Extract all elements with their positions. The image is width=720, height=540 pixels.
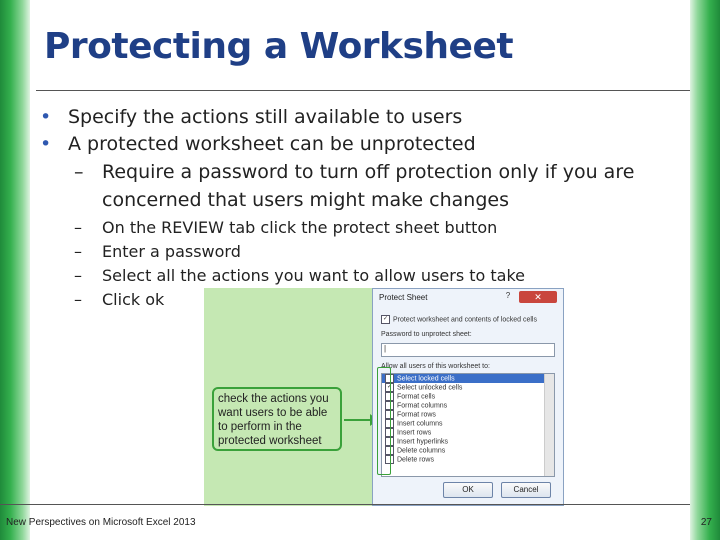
list-scrollbar[interactable] (544, 374, 554, 476)
list-item[interactable]: ✓ Select locked cells (382, 374, 554, 383)
list-item[interactable]: Insert columns (382, 419, 554, 428)
step-item: – Enter a password (74, 240, 241, 264)
step-item: – On the REVIEW tab click the protect sheet button (74, 216, 497, 240)
bullet-dot-icon: • (40, 133, 52, 155)
dash-icon: – (74, 242, 82, 261)
checkbox-checked-icon[interactable]: ✓ (386, 375, 393, 381)
protect-sheet-dialog (372, 288, 564, 506)
list-item[interactable]: Insert rows (382, 428, 554, 437)
slide-title: Protecting a Worksheet (44, 26, 514, 67)
dash-icon: – (74, 218, 82, 237)
dash-icon: – (74, 161, 84, 183)
bullet-item: • Specify the actions still available to users (40, 104, 462, 131)
cancel-button[interactable]: Cancel (501, 482, 551, 498)
sub-bullet-item: – Require a password to turn off protection only if you are (74, 159, 634, 186)
dash-icon: – (74, 266, 82, 285)
bullet-item: • A protected worksheet can be unprotected (40, 131, 476, 158)
close-icon[interactable]: ✕ (519, 291, 557, 303)
list-item[interactable]: Format rows (382, 410, 554, 419)
help-icon[interactable]: ? (505, 291, 511, 300)
page-number: 27 (700, 517, 712, 528)
checkbox-checked-icon[interactable]: ✓ (386, 384, 393, 390)
allow-label: Allow all users of this worksheet to: (381, 363, 490, 370)
sub-bullet-continuation: concerned that users might make changes (102, 189, 509, 211)
permissions-list[interactable] (381, 373, 555, 477)
dash-icon: – (74, 290, 82, 309)
list-item[interactable]: Delete columns (382, 446, 554, 455)
list-item[interactable]: Format columns (382, 401, 554, 410)
footer-text: New Perspectives on Microsoft Excel 2013 (6, 517, 196, 528)
dialog-title: Protect Sheet (379, 293, 428, 302)
password-label: Password to unprotect sheet: (381, 331, 472, 338)
list-item[interactable]: ✓ Select unlocked cells (386, 384, 463, 392)
right-green-border (690, 0, 720, 540)
password-input[interactable]: | (381, 343, 555, 357)
checkbox-checked-icon[interactable]: ✓ (382, 316, 389, 322)
checkbox-highlight-frame (377, 367, 391, 475)
ok-button[interactable]: OK (443, 482, 493, 498)
bullet-dot-icon: • (40, 106, 52, 128)
callout-note: check the actions you want users to be able to perform in the protected worksheet (212, 387, 342, 451)
list-item[interactable]: Delete rows (382, 455, 554, 464)
footer-divider (0, 504, 690, 505)
title-divider (36, 90, 690, 91)
list-item[interactable]: Format cells (382, 392, 554, 401)
protect-checkbox-row[interactable]: ✓ Protect worksheet and contents of locked cells (382, 316, 537, 324)
step-item: – Select all the actions you want to allow users to take (74, 264, 525, 288)
left-green-border (0, 0, 30, 540)
list-item[interactable]: Insert hyperlinks (382, 437, 554, 446)
step-item: – Click ok (74, 288, 164, 312)
